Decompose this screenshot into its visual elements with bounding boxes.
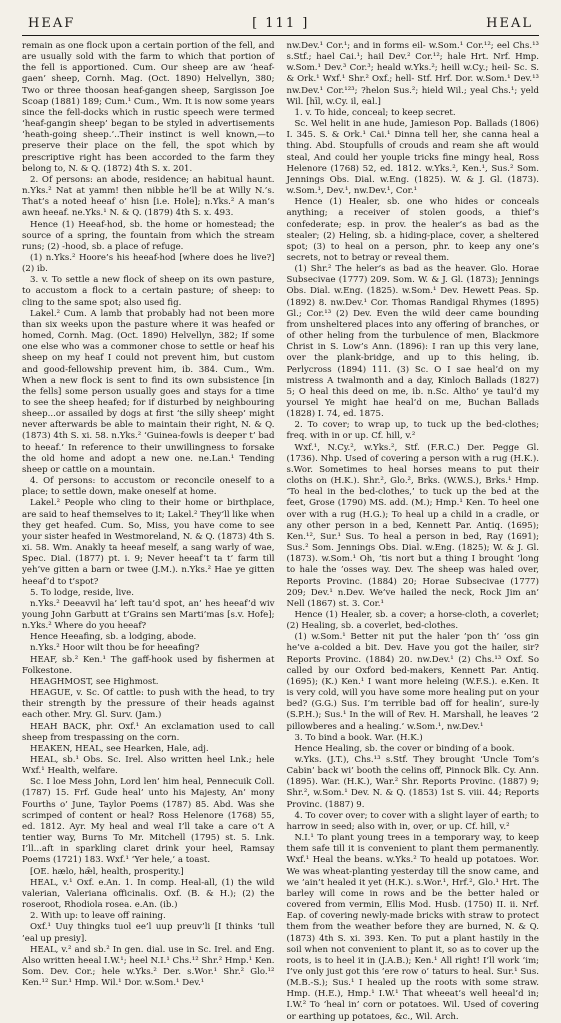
entry-paragraph: HEAGHMOST, see Highmost.: [30, 676, 159, 687]
entry-paragraph: HEAL, v.¹ Oxf. e.An. 1. In comp. Heal-all, (1) the wild valerian, Valeriana officinalis. Oxf. (B. & H.); (2) the roseroot, Rhodiola rosea. e.An. (ib.): [22, 877, 275, 911]
entry-paragraph: w.Yks. (J.T.), Chs.¹³ s.Stf. They brought ‘Uncle Tom’s Cabin’ back wi’ booth the celins off, Pinnock Blk. Cy. Ann. (1895). War. (H.K.), War.² Shr. Reports Provinc. (1887) 9; Shr.², w.Som.¹ Dev. N. & Q. (1853) 1st S. viii. 44; Reports Provinc. (1887) 9.: [286, 755, 539, 810]
entry-paragraph: 1. v. To hide, conceal; to keep secret.: [294, 107, 456, 118]
entry-paragraph: Hence Healing, sb. the cover or binding of a book.: [294, 743, 515, 754]
entry-paragraph: Hence (1) Heeaf-hod, sb. the home or homestead; the source of a spring, the fountain from which the stream runs; (2) -hood, sb. a place of refuge.: [22, 219, 275, 252]
entry-paragraph: Hence Heeafing, sb. a lodging, abode.: [30, 632, 197, 643]
running-header: [22, 14, 539, 32]
entry-paragraph: Lakel.² Cum. A lamb that probably had not been more than six weeks upon the pasture where it was heafed or homed, Cornh. Mag. (Oct. 1890) Helvellyn, 382; If some one else who was a commoner chose to settle or heaf his sheep on my heaf I could not prevent him, but custom and good-fellowship prevent him, ib. 384. Cum., Wm. When a new flock is sent to find its own subsistence [in the fells] some person usually goes and stays for a time to see the sheep heafed; for if disturbed by neighbouring sheep...or assailed by dogs at first ‘the silly sheep’ might never afterwards be able to maintain their right, N. & Q. (1873) 4th S. xi. 58. n.Yks.² ‘Guinea-fowls is deeper t’ bad to heeaf.’ In reference to their unwillingness to forsake the old home and adopt a new one. ne.Lan.¹ Tending sheep or cattle on a mountain.: [22, 308, 275, 475]
entry-paragraph: 5. To lodge, reside, live.: [30, 587, 134, 598]
entry-paragraph: 2. Of persons: an abode, residence; an habitual haunt. n.Yks.² Nat at yamm! then nibble he’ll be at Willy N.’s. That’s a noted heeaf o’ hisn [i.e. Hole]; n.Yks.² A man’s awn heeaf. ne.Yks.¹ N. & Q. (1879) 4th S. x. 493.: [22, 174, 275, 219]
entry-paragraph: nw.Dev.¹ Cor.¹; and in forms eil- w.Som.¹ Cor.¹²; eel Chs.¹³ s.Stf.; hael Cai.¹; hail Dev.² Cor.¹²; hale Hrt. Nrf. Hmp. w.Som.¹ Dev.³ Cor.³; heald w.Yks.²; heill w.Cy.; heil- Sc. S. & Ork.¹ Wxf.¹ Shr.² Oxf.; hell- Stf. Hrf. Dor. w.Som.¹ Dev.¹³ nw.Dev.¹ Cor.¹²³; ?helon Sus.²; hield Wil.; yeal Chs.¹; yeld Wil. [hīl, w.Cy. il, eal.]: [286, 41, 539, 107]
entry-paragraph: 3. v. To settle a new flock of sheep on its own pasture, to accustom a flock to a certain pasture; of sheep: to cling to the same spot; also used fig.: [22, 275, 275, 308]
entry-paragraph: 4. To cover over; to cover with a slight layer of earth; to harrow in seed; also with in, over, or up. Cf. hill, v.²: [286, 810, 539, 832]
entry-paragraph: Lakel.² People who cling to their home or birthplace, are said to heaf themselves to it; Lakel.² They’ll like when they get heafed. Cum. So, Miss, you have come to see your sister heafed in Westmoreland, N. & Q. (1873) 4th S. xi. 58. Wm. Anakly ta heeaf meself, a sang warly of wae, Spec. Dial. (1877) pt. i. 9; Never heeaf’t ta t’ farm till yeh’ve gitten a barn or twee (J.M.). n.Yks.² Hae ye gitten heeaf’d to t’spot?: [22, 498, 275, 587]
entry-paragraph: remain as one flock upon a certain portion of the fell, and are usually sold with the farm to which that portion of the fell is apportioned. Cum. Our sheep are aw ‘heaf-gaen’ sheep, Cornh. Mag. (Oct. 1890) Helvellyn, 380; Two or three thoosan heaf-gangen sheep, Sargisson Joe Scoap (1881) 189; Cum.¹ Cum., Wm. It is now some years since the fell-docks which in rustic speech were termed ‘heaf-gangin sheep’ began to be styled in advertisements ‘heath-going sheep.’..Their instinct is well known,—to preserve their place on the fell, the spot which by prescriptive right has been accorded to the farm they belong to, N. & Q. (1872) 4th S. x. 201.: [22, 41, 275, 174]
left-column: [22, 41, 275, 989]
entry-paragraph: Oxf.¹ Uuy thingks tuol ee’l uup preuv’li [I thinks ’tull ’eal up presiy].: [22, 922, 275, 944]
entry-paragraph: HEAF, sb.² Ken.¹ The gaff-hook used by fishermen at Folkestone.: [22, 654, 275, 676]
entry-paragraph: Hence (1) Healer, sb. one who hides or conceals anything; a receiver of stolen goods, a thief’s confederate; esp. in prov. the healer’s as bad as the stealer; (2) Heling, sb. a hiding-place, cover, a sheltered spot; (3) to heal on a person, phr. to keep any one’s secrets, not to betray or reveal them.: [286, 197, 539, 263]
entry-paragraph: HEAKEN, HEAL, see Hearken, Hale, adj.: [30, 743, 209, 754]
entry-paragraph: HEAL, v.² and sb.² In gen. dial. use in Sc. Irel. and Eng. Also written heeal I.W.¹; heel N.I.¹ Chs.¹² Shr.² Hmp.¹ Ken. Som. Dev. Cor.; hele w.Yks.² Der. s.Wor.¹ Shr.² Glo.¹² Ken.¹² Sur.¹ Hmp. Wil.¹ Dor. w.Som.¹ Dev.¹: [22, 944, 275, 989]
entry-paragraph: HEAH BACK, phr. Oxf.¹ An exclamation used to call sheep from trespassing on the corn.: [22, 721, 275, 743]
two-column-body: [22, 41, 539, 1022]
entry-paragraph: 2. With up: to leave off raining.: [30, 911, 166, 922]
entry-paragraph: 2. To cover; to wrap up, to tuck up the bed-clothes; freq. with in or up. Cf. hill, v.²: [286, 420, 539, 442]
entry-paragraph: (1) w.Som.¹ Better nit put the haler ’pon th’ ’oss gin he’ve a-colded a bit. Dev. Have you got the hailer, sir? Reports Provinc. (1884) 20. nw.Dev.¹ (2) Chs.¹³ Oxf. So called by our Oxford bed-makers, Kennett Par. Antiq. (1695); (K.) Ken.¹ I want more heleing (W.F.S.). e.Ken. It is very cold, will you have some more healing put on your bed? (G.G.) Sus. I’m terrible bad off for healin’, sure-ly (S.P.H.); Sus.¹ In the will of Rev. H. Marshall, he leaves ‘2 pillowberes and a healing.’ w.Som.¹, nw.Dev.¹: [286, 632, 539, 732]
entry-paragraph: Sc. I loe Mess John, Lord len’ him heal, Pennecuik Coll. (1787) 15. Frf. Gude heal’ unto his Majesty, An’ mony Fourths o’ June, Taylor Poems (1787) 85. Abd. Was she scrimped of content or heal? Ross Helenore (1768) 55, ed. 1812. Ayr. My heal and weal I’ll take a care o’t A tentier way, Burns To Mr. Mitchell (1795) st. 5. Lnk. I’ll...aft in sparkling claret drink your heel, Ramsay Poems (1721) 183. Wxf.¹ ‘Yer hele,’ a toast.: [22, 777, 275, 866]
header-left-headword: HEAF: [28, 15, 76, 31]
entry-paragraph: Hence (1) Healer, sb. a cover; a horse-cloth, a coverlet; (2) Healing, sb. a coverlet, bed-clothes.: [286, 609, 539, 632]
entry-paragraph: HEAL, sb.¹ Obs. Sc. Irel. Also written heel Lnk.; hele Wxf.¹ Health, welfare.: [22, 755, 275, 777]
header-right-headword: HEAL: [486, 15, 533, 31]
header-rule: [22, 35, 539, 36]
entry-paragraph: (1) n.Yks.² Hoore’s his heeaf-hod [where does he live?] (2) ib.: [22, 252, 275, 275]
entry-paragraph: Sc. Wel helit in ane hude, Jamieson Pop. Ballads (1806) I. 345. S. & Ork.¹ Cai.¹ Dinna tell her, she canna heal a thing. Abd. Stoupfulls of crouds and ream she aft would steal, And could her youple tricks fine mingy heal, Ross Helenore (1768) 52, ed. 1812. w.Yks.², Ken.¹, Sus.² Som. Jennings Obs. Dial. w.Eng. (1825). W. & J. Gl. (1873). w.Som.¹, Dev.¹, nw.Dev.¹, Cor.¹: [286, 119, 539, 197]
entry-paragraph: N.I.¹ To plant young trees in a temporary way, to keep them safe till it is convenient to plant them permanently. Wxf.¹ Heal the beans. w.Yks.² To heald up potatoes. Wor. We was wheat-planting yesterday till the snow came, and we ’ain’t healed it yet (H.K.). s.Wor.¹, Hrf.², Glo.¹ Hrt. The barley will come in rows and be the better haled or covered from vermin, Ellis Mod. Husb. (1750) II. ii. Nrf. Eap. of covering newly-made bricks with straw to protect them from the weather before they are burned, N. & Q. (1873) 4th S. xi. 393. Ken. To put a plant hastily in the soil when not convenient to plant it, so as to cover up the roots, is to heel it in (J.A.B.); Ken.¹ All right! I’ll work ’im; I’ve only just got this ’ere row o’ taturs to heal. Sur.¹ Sus. (M.B.-S.); Sus.¹ I healed up the roots with some straw. Hmp. (H.E.), Hmp.¹ I.W.¹ That wheeat’s well heeal’d in; I.W.² To ‘heal in’ corn or potatoes. Wil. Used of covering or earthing up potatoes, &c., Wil. Arch.: [286, 833, 539, 1022]
entry-paragraph: [OE. hælo, hǣl, health, prosperity.]: [30, 866, 184, 877]
entry-paragraph: n.Yks.² Hoor wilt thou be for heeafing?: [30, 643, 200, 654]
entry-paragraph: 3. To bind a book. War. (H.K.): [294, 732, 423, 743]
right-column: [286, 41, 540, 1022]
entry-paragraph: (1) Shr.² The heler’s as bad as the heaver. Glo. Horae Subsecivae (1777) 209. Som. W. & J. Gl. (1873); Jennings Obs. Dial. w.Eng. (1825). w.Som.¹ Dev. Hewett Peas. Sp. (1892) 8. nw.Dev.¹ Cor. Thomas Randigal Rhymes (1895) Gl.; Cor.¹³ (2) Dev. Even the wild deer came bounding from unsheltered places into any offering of branches, or of other heling from the turbulence of men, Blackmore Christ in S. Low’s Ann. (1896): I ran up this very lane, over the plank-bridge, and up to this heling, ib. Perlycross (1894) 111. (3) Sc. O I sae heal’d on my mistress A twalmonth and a day, Kinloch Ballads (1827) 5; O heal this deed on me, ib. n.Sc. Altho’ ye taul’d my yoursel Ye might hae heal’d on me, Buchan Ballads (1828) I. 74, ed. 1875.: [286, 264, 539, 420]
entry-paragraph: HEAGUE, v. Sc. Of cattle: to push with the head, to try their strength by the pressure of their heads against each other. Mry. Gl. Surv. (Jam.): [22, 688, 275, 721]
entry-paragraph: n.Yks.² Deeavvil ha’ left tau’d spot, an’ hes heeaf’d wiv young John Garbutt at t’Grains sen Marti’mas [s.v. Hofe]; n.Yks.² Where do you heeaf?: [22, 598, 275, 632]
page-number: [ 111 ]: [252, 15, 310, 31]
entry-paragraph: 4. Of persons: to accustom or reconcile oneself to a place; to settle down, make oneself at home.: [22, 476, 275, 498]
entry-paragraph: Wxf.¹, N.Cy.², w.Yks.², Stf. (F.R.C.) Der. Pegge Gl. (1736). Nhp. Used of covering a person with a rug (H.K.). s.Wor. Sometimes to heal horses means to put their cloths on (H.K.). Shr.², Glo.², Brks. (W.W.S.), Brks.¹ Hmp. ‘To heal in the bed-clothes,’ to tuck up the bed at the feet, Grose (1790) MS. add. (M.); Hmp.¹ Ken. To heel one over with a rug (H.G.); To heal up a child in a cradle, or any other person in a bed, Kennett Par. Antiq. (1695); Ken.¹², Sur.¹ Sus. To heal a person in bed, Ray (1691); Sus.² Som. Jennings Obs. Dial. w.Eng. (1825); W. & J. Gl. (1873). w.Som.¹ Oh, ’tis nort but a thing I brought ’long to hale the ’osses way. Dev. The sheep was haled over, Reports Provinc. (1884) 20; Horae Subsecivae (1777) 209; Dev.¹ n.Dev. We’ve hailed the neck, Rock Jim an’ Nell (1867) st. 3. Cor.¹: [286, 442, 539, 609]
